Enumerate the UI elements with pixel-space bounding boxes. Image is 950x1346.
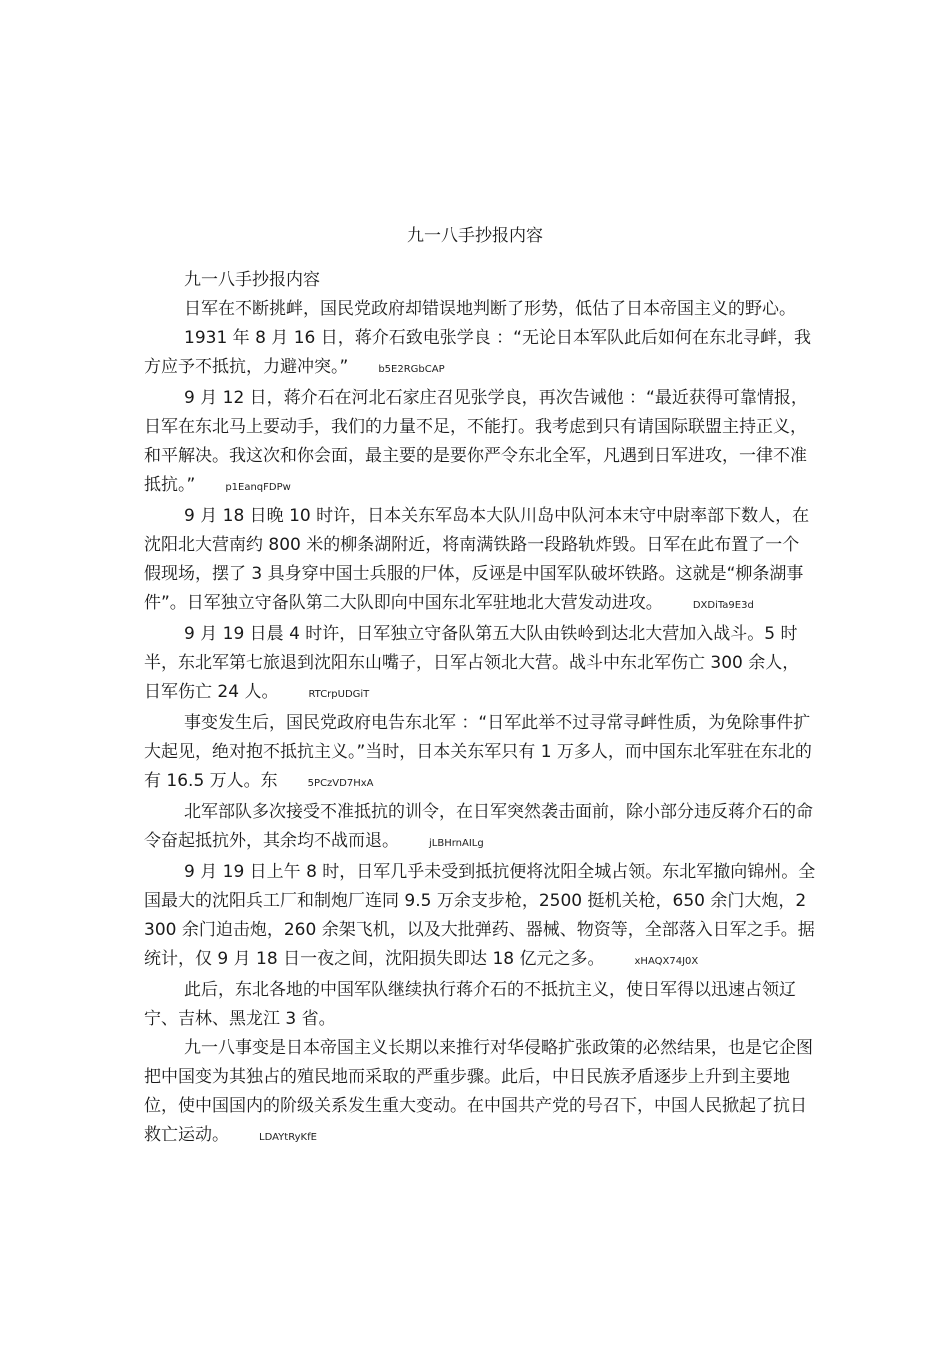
paragraph <box>144 1034 816 1152</box>
paragraph-code: b5E2RGbCAP <box>378 364 445 375</box>
paragraph-code: jLBHrnAILg <box>429 838 484 849</box>
paragraph-text: 事变发生后，国民党政府电告东北军 ：“日军此举不过寻常寻衅性质，为免除事件扩大起见，绝对抱不抵抗主义。”当时，日本关东军只有 1 万多人，而中国东北军驻在东北的有 16.5 万人。东 <box>144 713 812 791</box>
paragraph <box>144 502 816 620</box>
paragraph <box>144 976 816 1034</box>
paragraph-text: 9 月 19 日晨 4 时许，日军独立守备队第五大队由铁岭到达北大营加入战斗。5 时半，东北军第七旅退到沈阳东山嘴子，日军占领北大营。战斗中东北军伤亡 300 余人，日军伤亡 24 人。 <box>144 624 800 702</box>
paragraph-code: RTCrpUDGiT <box>308 689 370 700</box>
paragraph <box>144 324 816 384</box>
paragraph <box>144 384 816 502</box>
document-title: 九一八手抄报内容 <box>407 226 543 246</box>
paragraph <box>144 620 816 709</box>
paragraph-text: 1931 年 8 月 16 日，蒋介石致电张学良 ：“无论日本军队此后如何在东北寻衅，我方应予不抵抗，力避冲突。” <box>144 328 811 377</box>
paragraph-text: 日军在不断挑衅，国民党政府却错误地判断了形势，低估了日本帝国主义的野心。 <box>184 299 796 319</box>
paragraph <box>144 798 816 858</box>
document-body <box>144 266 816 1152</box>
paragraph-code: DXDiTa9E3d <box>692 600 754 611</box>
paragraph-text: 9 月 12 日，蒋介石在河北石家庄召见张学良，再次告诫他 ：“最近获得可靠情报，日军在东北马上要动手，我们的力量不足，不能打。我考虑到只有请国际联盟主持正义，和平解决。我这次和你会面，最主要的是要你严令东北全军，凡遇到日军进攻，一律不准抵抗。” <box>144 388 808 495</box>
paragraph-text: 9 月 18 日晚 10 时许，日本关东军岛本大队川岛中队河本末守中尉率部下数人，在沈阳北大营南约 800 米的柳条湖附近，将南满铁路一段路轨炸毁。日军在此布置了一个假现场，摆了 3 具身穿中国士兵服的尸体，反诬是中国军队破坏铁路。这就是“柳条湖事件”。日军独立守备队第二大队即向中国东北军驻地北大营发动进攻。 <box>144 506 810 613</box>
paragraph-code: LDAYtRyKfE <box>259 1132 317 1143</box>
paragraph-code: 5PCzVD7HxA <box>307 778 374 789</box>
paragraph <box>144 709 816 798</box>
paragraph-text: 北军部队多次接受不准抵抗的训令，在日军突然袭击面前，除小部分违反蒋介石的命令奋起抵抗外，其余均不战而退。 <box>144 802 813 851</box>
paragraph-code: p1EanqFDPw <box>225 482 291 493</box>
paragraph-text: 九一八事变是日本帝国主义长期以来推行对华侵略扩张政策的必然结果，也是它企图把中国变为其独占的殖民地而采取的严重步骤。此后，中日民族矛盾逐步上升到主要地位，使中国国内的阶级关系发生重大变动。在中国共产党的号召下，中国人民掀起了抗日救亡运动。 <box>144 1038 813 1145</box>
paragraph-text: 此后，东北各地的中国军队继续执行蒋介石的不抵抗主义，使日军得以迅速占领辽宁、吉林、黑龙江 3 省。 <box>144 980 796 1029</box>
paragraph-code: xHAQX74J0X <box>634 956 699 967</box>
paragraph <box>144 858 816 976</box>
document-subtitle: 九一八手抄报内容 <box>184 270 320 290</box>
paragraph-text: 9 月 19 日上午 8 时，日军几乎未受到抵抗便将沈阳全城占领。东北军撤向锦州。全国最大的沈阳兵工厂和制炮厂连同 9.5 万余支步枪，2500 挺机关枪，650 余门大炮，2300 余门迫击炮，260 余架飞机，以及大批弹药、器械、物资等，全部落入日军之手。据统计，仅 9 月 18 日一夜之间，沈阳损失即达 18 亿元之多。 <box>144 862 816 969</box>
paragraph <box>144 295 816 324</box>
